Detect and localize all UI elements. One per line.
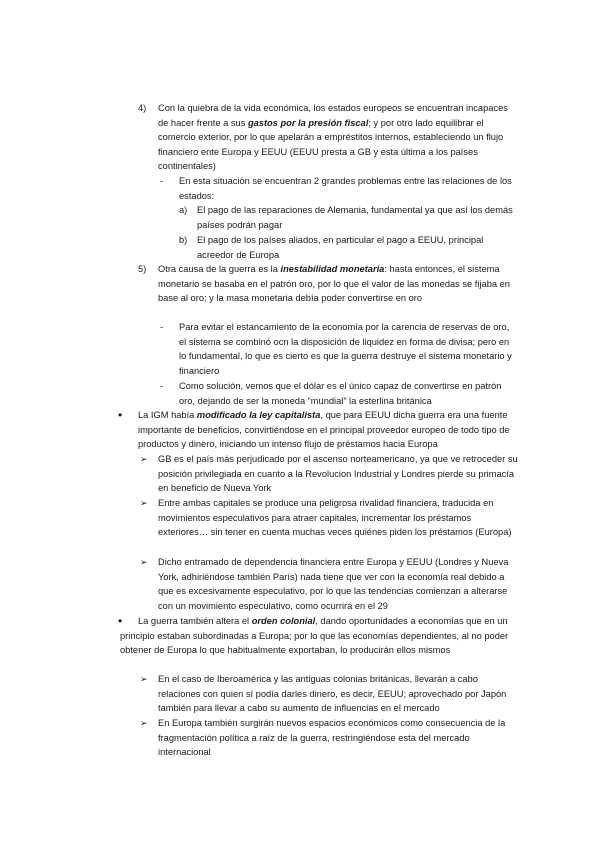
dash-marker: - (160, 322, 164, 332)
item-5-paragraph (158, 262, 518, 306)
item-number: 5) (138, 264, 147, 274)
dash-marker: - (160, 381, 164, 391)
bullet-1-text-a: La IGM había (138, 410, 197, 420)
sub-label-b: b) (179, 235, 188, 245)
item-5-dash-1: Para evitar el estancamiento de la economía por la carencia de reservas de oro, el sistema se combinó ocn la disposición de liquidez en forma de divisa; pero en lo fundamental, lo que es cierto es que la guerra destruye el sistema monetario y financiero (179, 322, 512, 376)
arrow-bullet-icon: ➢ (140, 718, 148, 728)
item-4-sub-a: El pago de las reparaciones de Alemania, fundamental ya que así los demás países podrán pagar (197, 205, 513, 230)
item-4-text-b: ; y por otro lado equilibrar el comercio exterior, por lo que apelarán a empréstitos internos, estableciendo un flujo financiero ente Europa y EEUU (EEUU presta a GB y esta última a los países continentales) (158, 117, 504, 172)
item-5-text-a: Otra causa de la guerra es la (158, 264, 281, 274)
item-4-sub-b: El pago de los países aliados, en particular el pago a EEUU, principal acreedor de Europa (197, 235, 484, 260)
bullet-2-text-a: La guerra también altera el (138, 616, 252, 626)
bullet-1-text-b: , que para EEUU dicha guerra era una fuente importante de beneficios, convirtiéndose en el principal proveedor europeo de todo tipo de productos y dinero, iniciando un intenso flujo de préstamos hacia Europa (138, 410, 510, 450)
item-5-dash-2: Como solución, vemos que el dólar es el único capaz de convertirse en patrón oro, dejando de ser la moneda “mundial” la esterlina británica (179, 381, 502, 406)
item-5-emphasis: inestabilidad monetaria (280, 264, 385, 274)
item-4-dash-1: En esta situación se encuentran 2 grandes problemas entre las relaciones de los estados: (179, 176, 512, 201)
bullet-1-paragraph (138, 408, 520, 452)
bullet-2-paragraph (120, 614, 520, 658)
bullet-1-arrow-3: Dicho entramado de dependencia financiera entre Europa y EEUU (Londres y Nueva York, adhiriéndose también París) nada tiene que ver con la economía real debido a que es excesivamente especulativo, por lo que las tendencias comienzan a alterarse con un movimiento especulativo, como ocurrirá en el 29 (158, 557, 509, 611)
bullet-icon: • (118, 408, 123, 422)
item-number: 4) (138, 103, 147, 113)
bullet-2-text-b: , dando oportunidades a economías que en un principio estaban subordinadas a Europa; por lo que las economías dependientes, al no poder obtener de Europa lo que habitualmente exportaban, lo producirán ellos mismos (120, 616, 509, 656)
item-4-emphasis: gastos por la presión fiscal (247, 117, 369, 128)
bullet-1-arrow-1: GB es el país más perjudicado por el ascenso norteamericano, ya que ve retroceder su posición privilegiada en cuanto a la Revolucion Industrial y Londres pierde su primacía en beneficio de Nueva York (158, 454, 518, 494)
sub-label-a: a) (179, 205, 188, 215)
bullet-2-arrow-2: En Europa también surgirán nuevos espacios económicos como consecuencia de la fragmentación política a raíz de la guerra, restringiéndose esta del mercado internacional (158, 718, 506, 758)
item-4-text-a: Con la quiebra de la vida económica, los estados europeos se encuentran incapaces de hacer frente a sus (158, 103, 508, 128)
item-5-text-b: : hasta entonces, el sistema monetario se basaba en el patrón oro, por lo que el valor de las monedas se fijaba en base al oro; y la masa monetaria debía poder convertirse en oro (158, 264, 510, 304)
bullet-1-arrow-2: Entre ambas capitales se produce una peligrosa rivalidad financiera, traducida en movimientos especulativos para atraer capitales, incrementar los préstamos exteriores… sin tener en cuenta muchas veces quiénes piden los préstamos (Europa) (158, 498, 512, 538)
dash-marker: - (160, 176, 164, 186)
arrow-bullet-icon: ➢ (140, 498, 148, 508)
arrow-bullet-icon: ➢ (140, 674, 148, 684)
bullet-2-arrow-1: En el caso de Iberoamérica y las antiguas colonias británicas, llevarán a cabo relaciones con quien sí podía darles dinero, es decir, EEUU; aprovechado por Japón también para llevar a cabo su aumento de influencias en el mercado (158, 674, 507, 714)
arrow-bullet-icon: ➢ (140, 557, 148, 567)
item-4-paragraph (158, 101, 520, 174)
bullet-icon: • (118, 614, 123, 628)
bullet-1-emphasis: modificado la ley capitalista (196, 410, 321, 420)
bullet-2-emphasis: orden colonial (251, 616, 316, 626)
arrow-bullet-icon: ➢ (140, 454, 148, 464)
